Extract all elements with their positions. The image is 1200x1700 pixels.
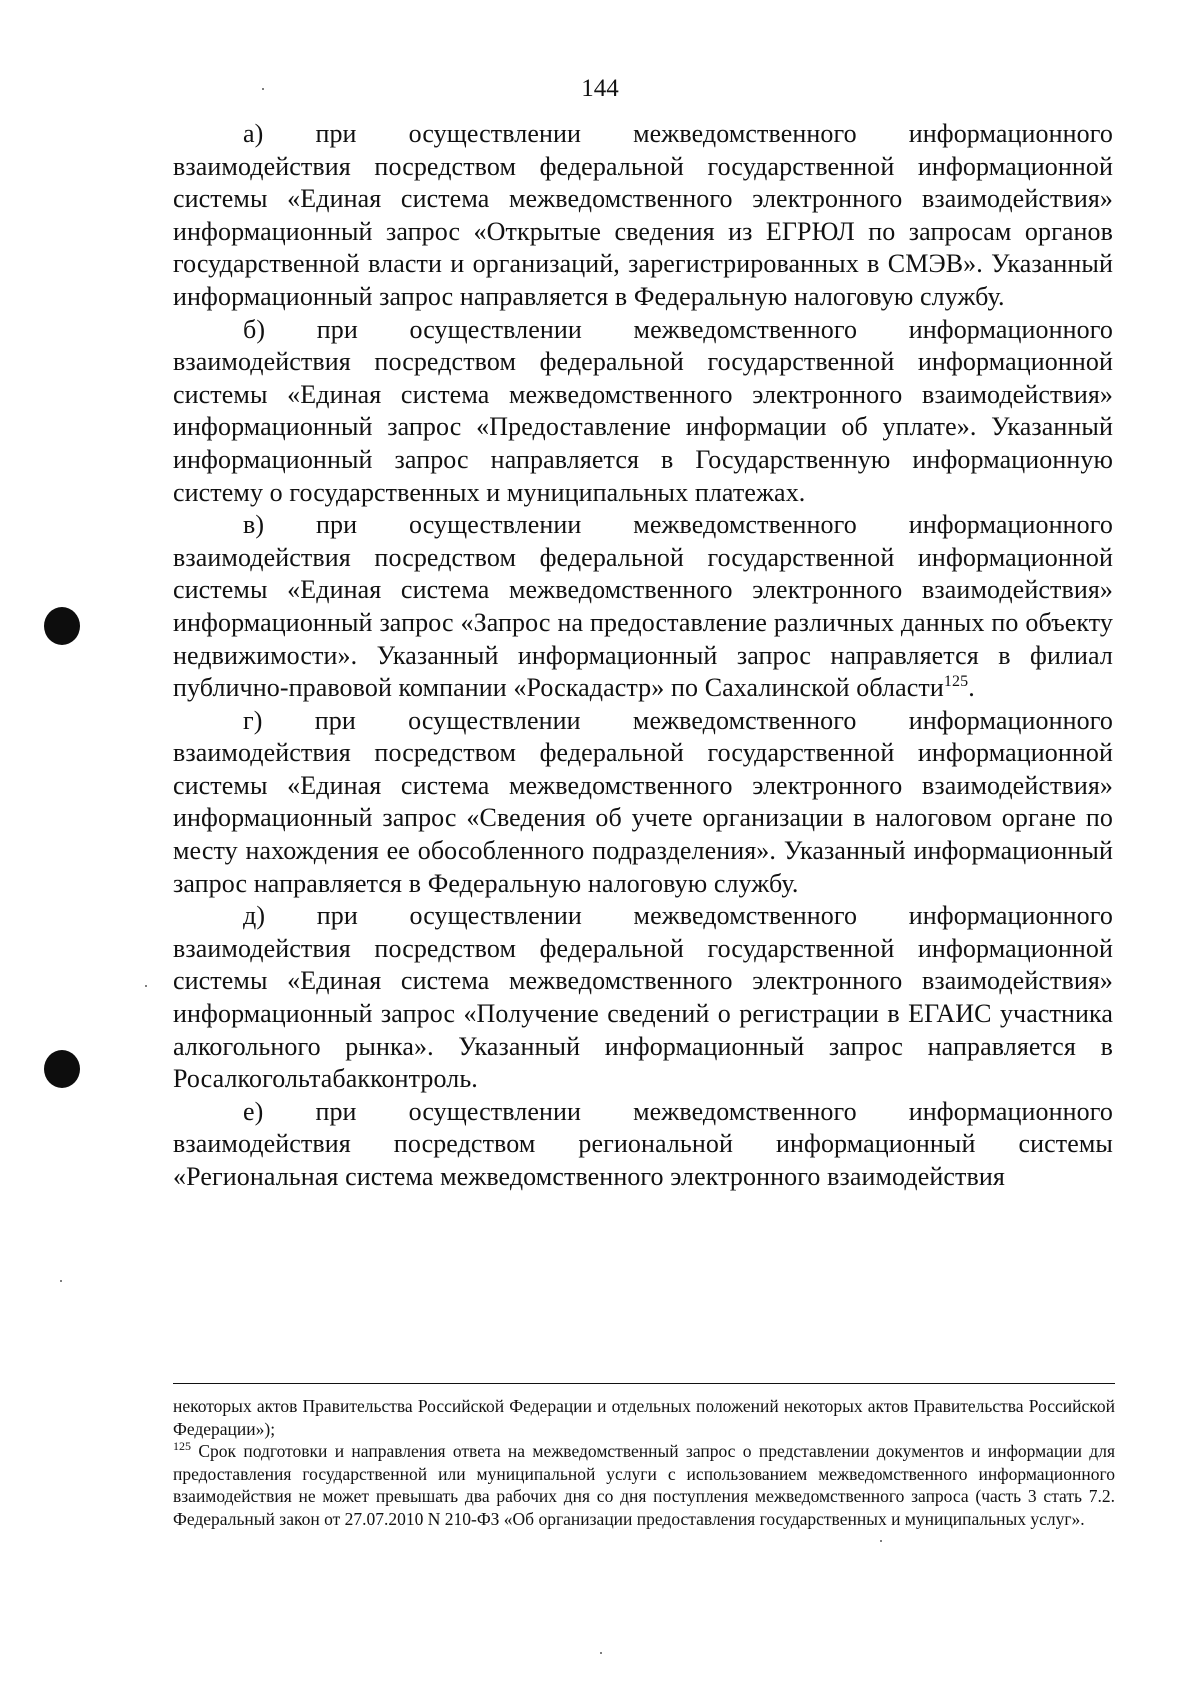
footnote-reference-125: 125: [943, 673, 969, 691]
footnote-continuation: некоторых актов Правительства Российской Федерации и отдельных положений некоторых актов Правительства Российской Федерации»);: [173, 1396, 1115, 1439]
document-body: [173, 118, 1113, 1194]
footnotes: [173, 1395, 1115, 1530]
paragraph-g: г) при осуществлении межведомственного информационного взаимодействия посредством федеральной государственной информационной системы «Единая система межведомственного электронного взаимодействия» информационный запрос «Сведения об учете организации в налоговом органе по месту нахождения ее обособленного подразделения». Указанный информационный запрос направляется в Федеральную налоговую службу.: [173, 705, 1113, 898]
scan-speck: [262, 88, 264, 90]
footnote-125-text: Срок подготовки и направления ответа на межведомственный запрос о представлении документов и информации для предоставления государственной или муниципальной услуги с использованием межведомственного информационного взаимодействия не может превышать два рабочих дня со дня поступления межведомственного запроса (часть 3 стать 7.2. Федеральный закон от 27.07.2010 N 210-ФЗ «Об организации предоставления государственных и муниципальных услуг».: [173, 1441, 1115, 1529]
paragraph-v: [173, 509, 1113, 705]
scan-speck: [880, 1540, 882, 1542]
page-number: 144: [581, 75, 619, 102]
paragraph-b: б) при осуществлении межведомственного информационного взаимодействия посредством федеральной государственной информационной системы «Единая система межведомственного электронного взаимодействия» информационный запрос «Предоставление информации об уплате». Указанный информационный запрос направляется в Государственную информационную систему о государственных и муниципальных платежах.: [173, 314, 1113, 507]
footnote-125: [173, 1440, 1115, 1530]
paragraph-e: е) при осуществлении межведомственного информационного взаимодействия посредством региональной информационный системы «Региональная система межведомственного электронного взаимодействия: [173, 1096, 1113, 1191]
scan-speck: [60, 1280, 62, 1282]
footnote-divider: [173, 1383, 1115, 1384]
paragraph-v-tail: .: [968, 673, 975, 703]
punch-hole-lower: [44, 1050, 80, 1088]
footnote-125-number: 125: [173, 1439, 191, 1453]
scan-speck: [600, 1652, 602, 1654]
paragraph-v-text: в) при осуществлении межведомственного информационного взаимодействия посредством федеральной государственной информационной системы «Единая система межведомственного электронного взаимодействия» информационный запрос «Запрос на предоставление различных данных по объекту недвижимости». Указанный информационный запрос направляется в филиал публично-правовой компании «Роскадастр» по Сахалинской области: [173, 510, 1113, 703]
paragraph-d: д) при осуществлении межведомственного информационного взаимодействия посредством федеральной государственной информационной системы «Единая система межведомственного электронного взаимодействия» информационный запрос «Получение сведений о регистрации в ЕГАИС участника алкогольного рынка». Указанный информационный запрос направляется в Росалкогольтабакконтроль.: [173, 901, 1113, 1094]
scan-speck: [145, 985, 147, 987]
paragraph-a: а) при осуществлении межведомственного информационного взаимодействия посредством федеральной государственной информационной системы «Единая система межведомственного электронного взаимодействия» информационный запрос «Открытые сведения из ЕГРЮЛ по запросам органов государственной власти и организаций, зарегистрированных в СМЭВ». Указанный информационный запрос направляется в Федеральную налоговую службу.: [173, 119, 1113, 311]
punch-hole-upper: [44, 607, 80, 645]
